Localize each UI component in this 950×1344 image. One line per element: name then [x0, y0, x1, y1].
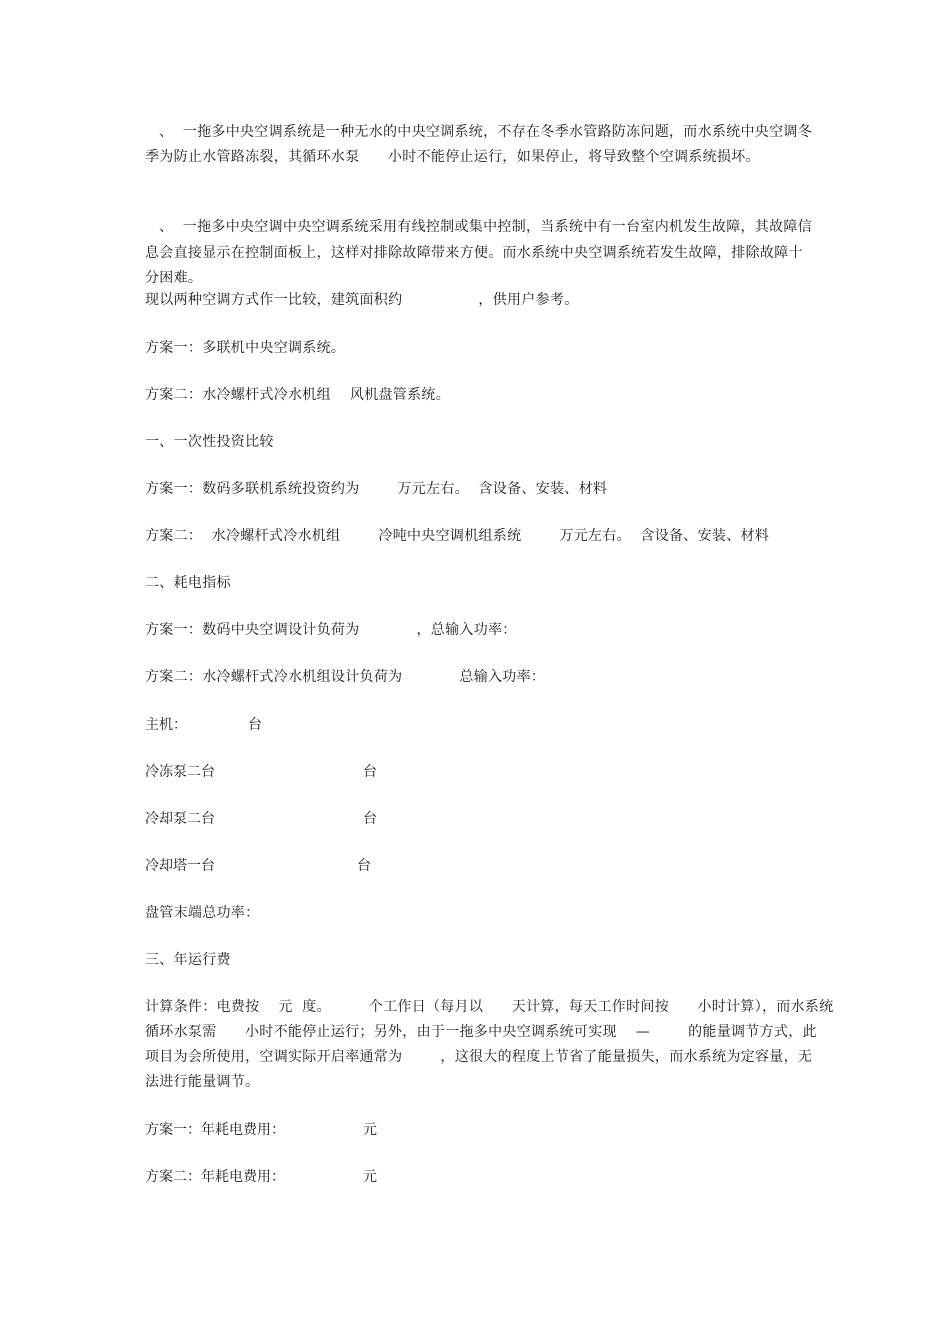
power-plan-1: 方案一：数码中央空调设计负荷为 ，总输入功率：: [145, 622, 517, 638]
equipment-name-chilled-pump: 冷冻泵二台: [145, 764, 215, 780]
equipment-name-main: 主机：: [145, 717, 187, 733]
equipment-name-cooling-tower: 冷却塔一台: [145, 858, 215, 874]
investment-plan-2: 方案二： 水冷螺杆式冷水机组 冷吨中央空调机组系统 万元左右。 含设备、安装、材料: [145, 528, 770, 544]
equipment-unit-main: 台: [248, 717, 262, 733]
equipment-unit-chilled-pump: 台: [363, 764, 377, 780]
annual-cost-plan-2-unit: 元: [363, 1169, 377, 1185]
investment-plan-1: 方案一：数码多联机系统投资约为 万元左右。 含设备、安装、材料: [145, 481, 608, 497]
intro-text: 现以两种空调方式作一比较，建筑面积约 ，供用户参考。: [145, 292, 579, 308]
equipment-unit-cooling-tower: 台: [357, 858, 371, 874]
plan-1-text: 方案一：多联机中央空调系统。: [145, 340, 346, 356]
calc-conditions-line-1: 计算条件：电费按 元 度。 个工作日（每月以 天计算，每天工作时间按 小时计算），而水系统: [145, 999, 834, 1015]
calc-conditions-line-4: 法进行能量调节。: [145, 1074, 260, 1090]
equipment-unit-cooling-pump: 台: [363, 811, 377, 827]
power-plan-2: 方案二：水冷螺杆式冷水机组设计负荷为 总输入功率：: [145, 669, 546, 685]
paragraph-1-line-1: 、 一拖多中央空调系统是一种无水的中央空调系统，不存在冬季水管路防冻问题，而水系统中央空调冬: [159, 124, 812, 140]
section-1-heading: 一、一次性投资比较: [145, 434, 274, 450]
plan-2-text: 方案二：水冷螺杆式冷水机组 风机盘管系统。: [145, 387, 450, 403]
paragraph-1-line-2: 季为防止水管路冻裂，其循环水泵 小时不能停止运行，如果停止，将导致整个空调系统损坏。: [145, 149, 760, 165]
paragraph-2-line-3: 分困难。: [145, 270, 203, 286]
calc-conditions-line-3: 项目为会所使用，空调实际开启率通常为 ，这很大的程度上节省了能量损失，而水系统为定容量，无: [145, 1049, 813, 1065]
calc-conditions-line-2: 循环水泵需 小时不能停止运行；另外，由于一拖多中央空调系统可实现 — 的能量调节方式，此: [145, 1024, 817, 1040]
section-2-heading: 二、耗电指标: [145, 575, 231, 591]
paragraph-2-line-1: 、 一拖多中央空调中央空调系统采用有线控制或集中控制，当系统中有一台室内机发生故障，其故障信: [159, 219, 812, 235]
annual-cost-plan-2-label: 方案二：年耗电费用：: [145, 1169, 285, 1185]
equipment-name-cooling-pump: 冷却泵二台: [145, 811, 215, 827]
section-3-heading: 三、年运行费: [145, 952, 231, 968]
annual-cost-plan-1-unit: 元: [363, 1122, 377, 1138]
annual-cost-plan-1-label: 方案一：年耗电费用：: [145, 1122, 285, 1138]
coil-total-power: 盘管末端总功率：: [145, 905, 260, 921]
paragraph-2-line-2: 息会直接显示在控制面板上，这样对排除故障带来方便。而水系统中央空调系统若发生故障，排除故障十: [145, 245, 803, 261]
